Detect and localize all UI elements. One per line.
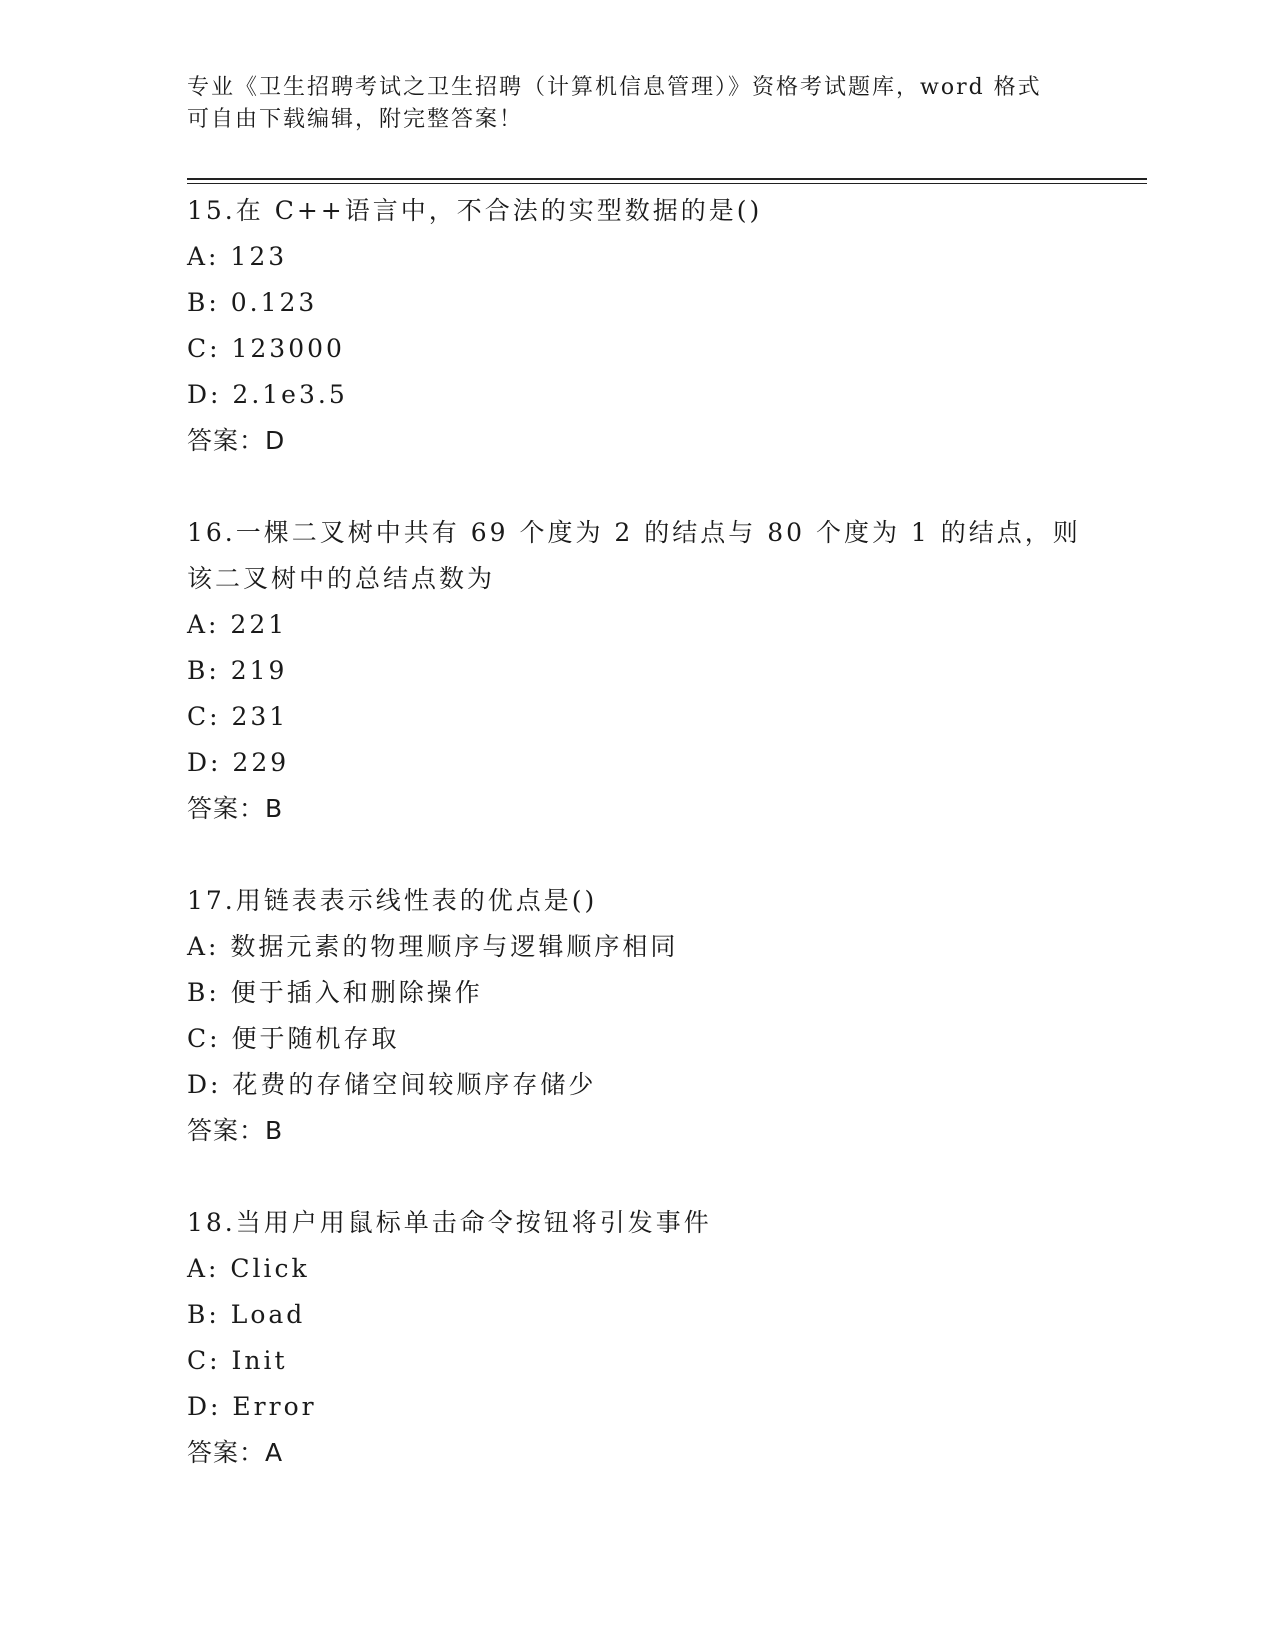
question-15	[187, 188, 1087, 464]
option-c: C: 123000	[187, 334, 345, 363]
header-line-1: 专业《卫生招聘考试之卫生招聘（计算机信息管理）》资格考试题库，word 格式	[187, 75, 1042, 100]
question-stem: 16.一棵二叉树中共有 69 个度为 2 的结点与 80 个度为 1 的结点，则该二叉树中的总结点数为	[187, 518, 1081, 593]
option-b: B: Load	[187, 1300, 306, 1329]
question-17	[187, 878, 1087, 1154]
answer-label: 答案：D	[187, 426, 286, 455]
question-stem: 15.在 C++语言中，不合法的实型数据的是()	[187, 196, 763, 225]
header-divider-thin	[187, 183, 1147, 184]
option-b: B: 0.123	[187, 288, 318, 317]
header-line-2: 可自由下载编辑，附完整答案！	[187, 107, 524, 132]
question-list	[187, 188, 1087, 1522]
option-a: A: 221	[187, 610, 288, 639]
answer-label: 答案：B	[187, 1116, 284, 1145]
option-d: D: Error	[187, 1392, 317, 1421]
question-stem: 17.用链表表示线性表的优点是()	[187, 886, 598, 915]
option-c: C: Init	[187, 1346, 288, 1375]
option-a: A: Click	[187, 1254, 310, 1283]
question-stem: 18.当用户用鼠标单击命令按钮将引发事件	[187, 1208, 712, 1237]
option-b: B: 便于插入和删除操作	[187, 978, 483, 1007]
answer-label: 答案：B	[187, 794, 284, 823]
question-18	[187, 1200, 1087, 1476]
option-c: C: 231	[187, 702, 289, 731]
document-header	[187, 72, 1087, 136]
option-d: D: 2.1e3.5	[187, 380, 348, 409]
answer-label: 答案：A	[187, 1438, 284, 1467]
header-divider-thick	[187, 178, 1147, 180]
option-a: A: 123	[187, 242, 288, 271]
option-d: D: 229	[187, 748, 290, 777]
option-b: B: 219	[187, 656, 288, 685]
option-d: D: 花费的存储空间较顺序存储少	[187, 1070, 597, 1099]
option-c: C: 便于随机存取	[187, 1024, 400, 1053]
question-16	[187, 510, 1087, 832]
option-a: A: 数据元素的物理顺序与逻辑顺序相同	[187, 932, 679, 961]
